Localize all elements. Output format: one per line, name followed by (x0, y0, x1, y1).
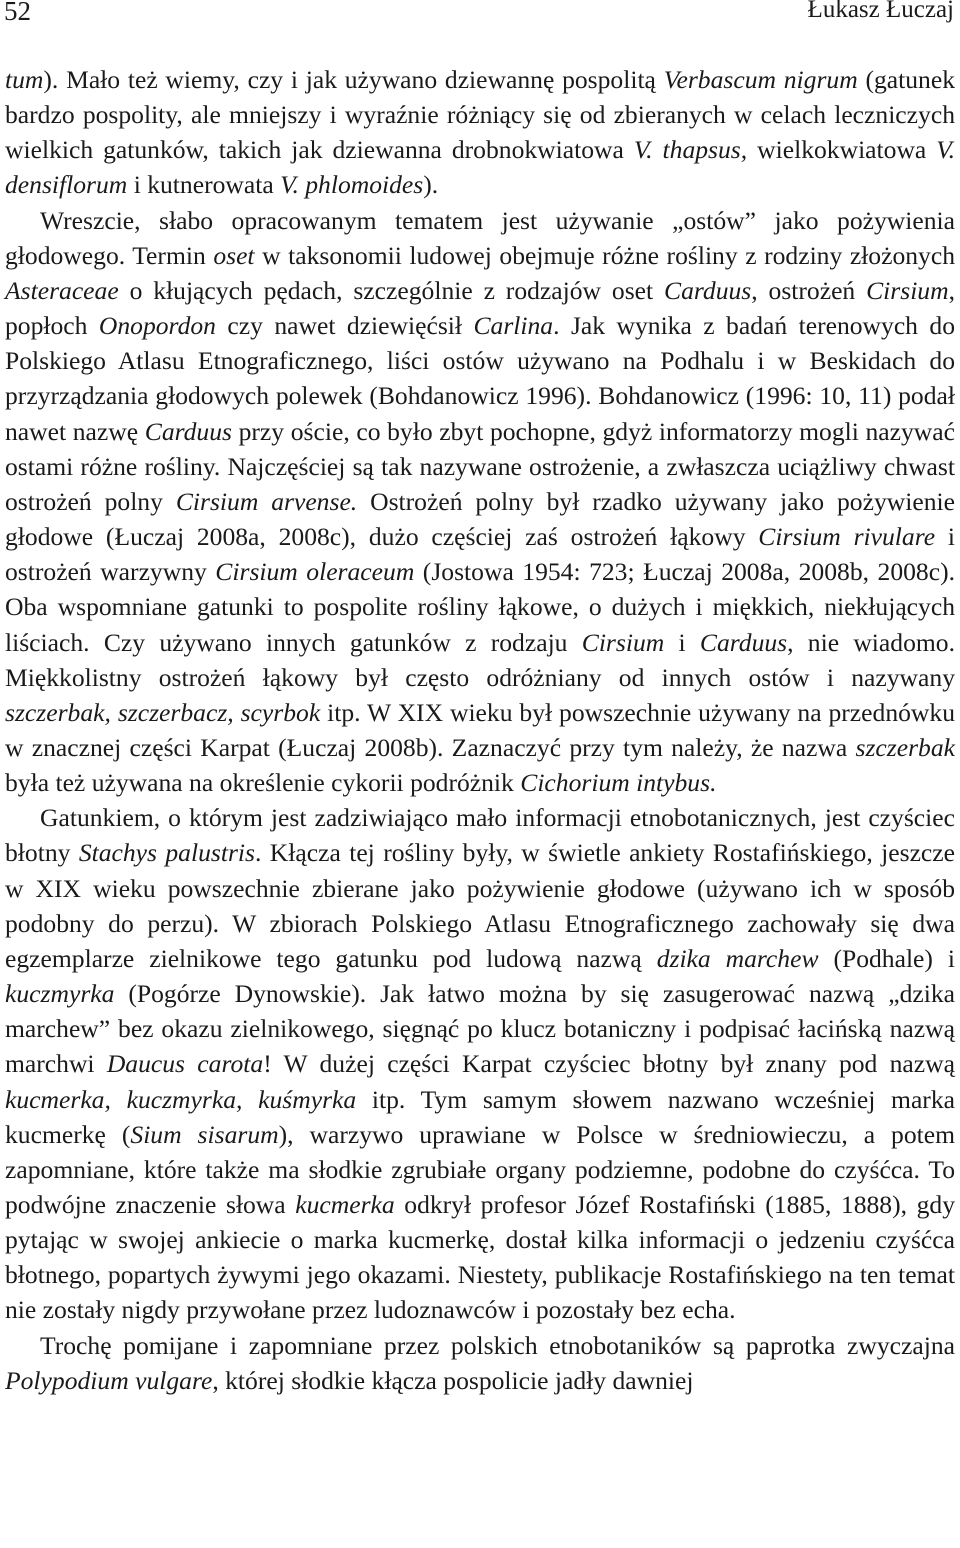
italic-term: Asteraceae (5, 275, 119, 305)
italic-term: dzika marchew (656, 943, 819, 973)
page-number: 52 (4, 0, 31, 26)
text-run: (Podhale) i (818, 943, 955, 973)
paragraph (5, 800, 955, 1327)
text-run: o kłujących pędach, szczególnie z rodzajów oset (118, 275, 665, 305)
italic-term: Cirsium arvense. (175, 486, 358, 516)
italic-term: szczerbak, szczerbacz, scyrbok (5, 697, 321, 727)
italic-term: oset (213, 240, 255, 270)
text-run: . Jak wynika z badań terenowych do Polskiego Atlasu Etnograficznego, liści ostów używano na Podhalu i w Beskidach do przyrządzania głodowych polewek (Bohdanowicz 1996). Bohdanowicz (1996: 10, 11) podał nawet nazwę (5, 311, 956, 446)
text-run: ), warzywo uprawiane w Polsce w średniowieczu, a potem zapomniane, które także ma słodkie zgrubiałe organy podziemne, podobne do czyśćca. To podwójne znaczenie słowa (5, 1119, 955, 1219)
italic-term: Sium sisarum (130, 1119, 279, 1149)
italic-term: Cirsium rivulare (758, 522, 936, 552)
text-run: była też używana na określenie cykorii podróżnik (5, 768, 521, 798)
text-run: . Kłącza tej rośliny były, w świetle ankiety Rostafińskiego, jeszcze w XIX wieku powszechnie zbierane jako pożywienie głodowe (używano ich w sposób podobny do perzu). W zbiorach Polskiego Atlasu Etnograficznego zachowały się dwa egzemplarze zielnikowe tego gatunku pod ludową nazwą (5, 838, 956, 973)
italic-term: Cirsium (866, 275, 949, 305)
italic-term: Verbascum nigrum (663, 65, 858, 94)
italic-term: V. thapsus, (633, 135, 748, 165)
paragraph (5, 62, 955, 203)
italic-term: Polypodium vulgare (5, 1365, 213, 1395)
text-run: w taksonomii ludowej obejmuje różne rośliny z rodziny złożonych (254, 240, 955, 270)
italic-term: Cichorium intybus. (520, 768, 717, 798)
italic-term: Carduus (699, 627, 788, 657)
text-run: ). (423, 170, 439, 200)
text-run: Wreszcie, słabo opracowanym tematem jest używanie „ostów” jako pożywienia głodowego. Termin (5, 205, 955, 270)
paragraph (5, 1328, 955, 1398)
text-run: odkrył profesor Józef Rostafiński (1885, 1888), gdy pytając w swojej ankiecie o marka kucmerkę, dostał kilka informacji o jedzeniu czyśćca błotnego, popartych żywymi jego okazami. Niestety, publikacje Rostafińskiego na ten temat nie zostały nigdy przywołane przez ludoznawców i pozostały bez echa. (5, 1190, 955, 1325)
italic-term: Cirsium (581, 627, 665, 657)
text-run: , nie wiadomo. Miękkolistny ostrożeń łąkowy był często odróżniany od innych ostów i nazywany (5, 627, 955, 692)
text-run: i ostrożeń warzywny (5, 522, 955, 587)
text-run: wielkokwiatowa (747, 135, 937, 165)
text-run: czy nawet dziewięćsił (215, 311, 474, 341)
italic-term: Carduus (664, 275, 752, 305)
text-run: , ostrożeń (751, 275, 867, 305)
text-run: Ostrożeń polny był rzadko używany jako pożywienie głodowe (Łuczaj 2008a, 2008c), dużo częściej zaś ostrożeń łąkowy (5, 486, 955, 552)
text-run: przy oście, co było zbyt pochopne, gdyż informatorzy mogli nazywać ostami różne rośliny. Najczęściej są tak nazywane ostrożenie, a zwłaszcza uciążliwy chwast ostrożeń polny (5, 416, 955, 516)
paragraph (5, 203, 955, 801)
italic-term: Carlina (473, 311, 554, 341)
italic-term: V. densiflorum (5, 135, 955, 200)
italic-term: Cirsium oleraceum (215, 557, 415, 587)
italic-term: kucmerka, kuczmyrka, kuśmyrka (5, 1084, 357, 1114)
text-run: ! W dużej części Karpat czyściec błotny był znany pod nazwą (263, 1049, 955, 1079)
italic-term: kucmerka (295, 1190, 395, 1219)
italic-term: Carduus (144, 416, 232, 446)
text-run: (gatunek bardzo pospolity, ale mniejszy i wyraźnie różniący się od zbieranych w celach leczniczych wielkich gatunków, takich jak dziewanna drobnokwiatowa (5, 65, 956, 165)
body-text (5, 62, 955, 1398)
text-run: itp. W XIX wieku był powszechnie używany na przednówku w znacznej części Karpat (Łuczaj 2008b). Zaznaczyć przy tym należy, że nazwa (5, 697, 955, 762)
italic-term: V. phlomoides (280, 170, 424, 200)
text-run: (Jostowa 1954: 723; Łuczaj 2008a, 2008b, 2008c). Oba wspomniane gatunki to pospolite rośliny łąkowe, o dużych i miękkich, niekłujących liściach. Czy używano innych gatunków z rodzaju (5, 557, 955, 657)
text-run: Trochę pomijane i zapomniane przez polskich etnobotaników są paprotka zwyczajna (40, 1330, 955, 1360)
italic-term: tum (5, 65, 44, 94)
text-run: , popłoch (5, 275, 955, 341)
running-head-author: Łukasz Łuczaj (807, 0, 954, 23)
italic-term: Onopordon (98, 311, 216, 341)
italic-term: Stachys palustris (78, 838, 255, 868)
italic-term: Daucus carota (106, 1049, 264, 1079)
text-run: ). Mało też wiemy, czy i jak używano dziewannę pospolitą (43, 65, 664, 94)
text-run: (Pogórze Dynowskie). Jak łatwo można by się zasugerować nazwą „dzika marchew” bez okazu zielnikowego, sięgnąć po klucz botaniczny i podpisać łacińską nazwą marchwi (5, 979, 955, 1079)
text-run: Gatunkiem, o którym jest zadziwiająco mało informacji etnobotanicznych, jest czyściec błotny (5, 803, 955, 868)
text-run: itp. Tym samym słowem nazwano wcześniej marka kucmerkę ( (5, 1084, 955, 1149)
italic-term: kuczmyrka (5, 979, 115, 1009)
text-run: i (664, 627, 700, 657)
text-run: i kutnerowata (127, 170, 281, 200)
italic-term: szczerbak (855, 732, 955, 762)
text-run: , której słodkie kłącza pospolicie jadły dawniej (212, 1365, 694, 1395)
